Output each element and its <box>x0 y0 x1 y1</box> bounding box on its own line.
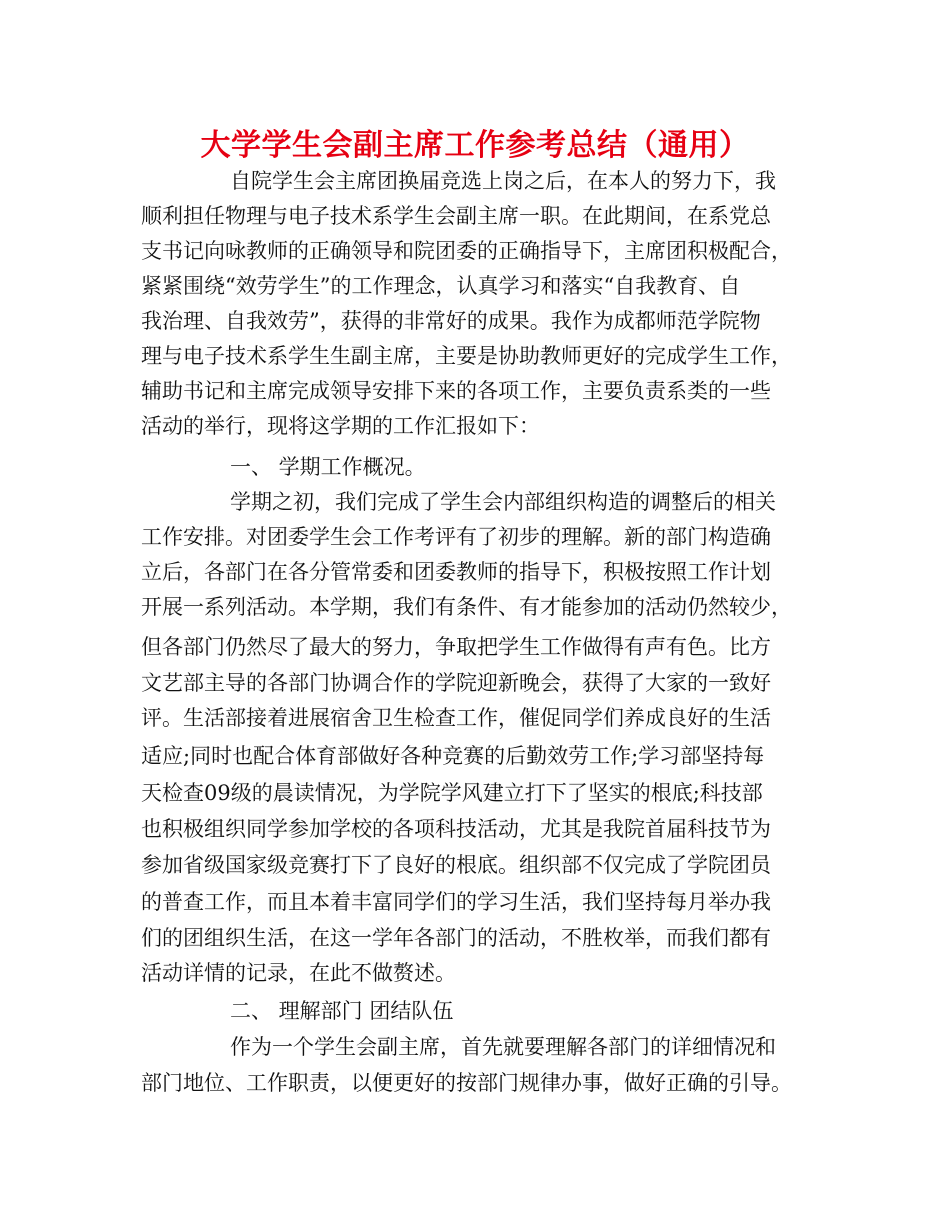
paragraph-line: 活动的举行，现将这学期的工作汇报如下： <box>141 414 540 438</box>
paragraph-line: 顺利担任物理与电子技术系学生会副主席一职。在此期间，在系党总 <box>141 204 771 228</box>
paragraph-line: 适应;同时也配合体育部做好各种竞赛的后勤效劳工作;学习部坚持每 <box>141 744 765 768</box>
paragraph-line: 也积极组织同学参加学校的各项科技活动，尤其是我院首届科技节为 <box>141 817 771 841</box>
paragraph-line: 工作安排。对团委学生会工作考评有了初步的理解。新的部门构造确 <box>141 525 771 549</box>
paragraph-line: 作为一个学生会副主席，首先就要理解各部门的详细情况和 <box>230 1035 776 1059</box>
paragraph-line: 立后，各部门在各分管常委和团委教师的指导下，积极按照工作计划 <box>141 560 771 584</box>
paragraph-line: 天检查09级的晨读情况，为学院学风建立打下了坚实的根底;科技部 <box>141 781 763 805</box>
paragraph-line: 辅助书记和主席完成领导安排下来的各项工作，主要负责系类的一些 <box>141 379 771 403</box>
paragraph-line: 文艺部主导的各部门协调合作的学院迎新晚会，获得了大家的一致好 <box>141 671 771 695</box>
document-title: 大学学生会副主席工作参考总结（通用） <box>200 128 750 163</box>
paragraph-line: 部门地位、工作职责，以便更好的按部门规律办事，做好正确的引导。 <box>141 1071 792 1095</box>
paragraph-line: 支书记向咏教师的正确领导和院团委的正确指导下，主席团积极配合， <box>141 239 792 263</box>
paragraph-line: 的普查工作，而且本着丰富同学们的学习生活，我们坚持每月举办我 <box>141 890 771 914</box>
paragraph-line: 评。生活部接着进展宿舍卫生检查工作，催促同学们养成良好的生活 <box>141 706 771 730</box>
paragraph-line: 活动详情的记录，在此不做赘述。 <box>141 961 456 985</box>
section-heading: 二、 理解部门 团结队伍 <box>230 999 454 1023</box>
paragraph-line: 自院学生会主席团换届竞选上岗之后，在本人的努力下，我 <box>230 169 776 193</box>
section-heading: 一、 学期工作概况。 <box>230 455 426 479</box>
paragraph-line: 参加省级国家级竞赛打下了良好的根底。组织部不仅完成了学院团员 <box>141 853 771 877</box>
paragraph-line: 学期之初，我们完成了学生会内部组织构造的调整后的相关 <box>230 490 776 514</box>
paragraph-line: 们的团组织生活，在这一学年各部门的活动，不胜枚举，而我们都有 <box>141 926 771 950</box>
paragraph-line: 紧紧围绕“效劳学生”的工作理念，认真学习和落实“自我教育、自 <box>141 274 741 298</box>
paragraph-line: 我治理、自我效劳”，获得的非常好的成果。我作为成都师范学院物 <box>141 309 761 333</box>
paragraph-line: 理与电子技术系学生生副主席，主要是协助教师更好的完成学生工作， <box>141 344 792 368</box>
paragraph-line: 开展一系列活动。本学期，我们有条件、有才能参加的活动仍然较少， <box>141 595 792 619</box>
paragraph-line: 但各部门仍然尽了最大的努力，争取把学生工作做得有声有色。比方 <box>141 635 771 659</box>
